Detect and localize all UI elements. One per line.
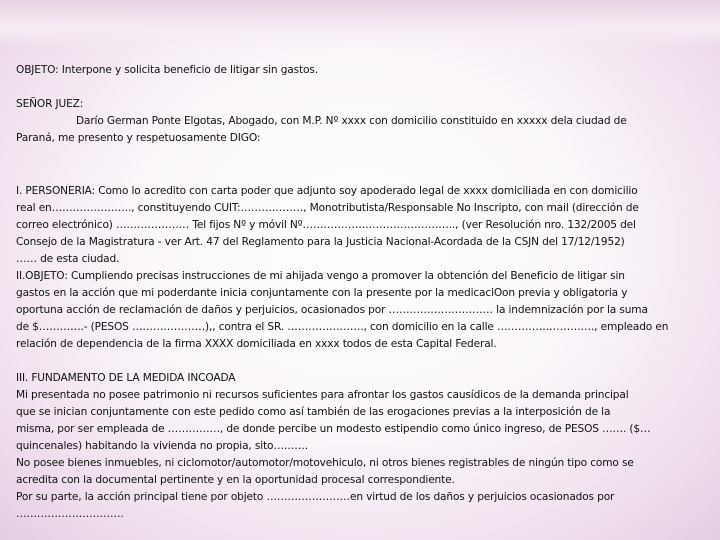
section-personeria: [16, 183, 706, 268]
header-band: [0, 0, 720, 48]
text-line: relación de dependencia de la firma XXXX domiciliada en xxxx todos de esta Capital Federal.: [16, 338, 497, 350]
text-line: quincenales) habitando la vivienda no propia, sito……….: [16, 440, 308, 452]
text-line: Consejo de la Magistratura - ver Art. 47 del Reglamento para la Justicia Nacional-Acordada de la CSJN del 17/12/1952): [16, 236, 625, 248]
section-heading: III. FUNDAMENTO DE LA MEDIDA INCOADA: [16, 372, 236, 384]
text-line: real en………………….., constituyendo CUIT:………………, Monotributista/Responsable No Inscripto, con mail (dirección de: [16, 202, 639, 214]
text-line: Mi presentada no posee patrimonio ni recursos suficientes para afrontar los gastos causídicos de la demanda principal: [16, 389, 629, 401]
text-line: …… de esta ciudad.: [16, 253, 120, 265]
text-line: II.OBJETO: Cumpliendo precisas instrucciones de mi ahijada vengo a promover la obtención del Beneficio de litigar sin: [16, 270, 625, 282]
section-fundamento: [16, 370, 706, 523]
text-line: oportuna acción de reclamación de daños y perjuicios, ocasionados por ………………………… la indemnización por la suma: [16, 304, 648, 316]
text-line: I. PERSONERIA: Como lo acredito con carta poder que adjunto soy apoderado legal de xxxx domiciliada en con domicilio: [16, 185, 638, 197]
text-line: acredita con la documental pertinente y en la oportunidad procesal correspondiente.: [16, 474, 455, 486]
text-line: No posee bienes inmuebles, ni ciclomotor/automotor/motovehiculo, ni otros bienes registrables de ningún tipo como se: [16, 457, 634, 469]
intro-line-2: Paraná, me presento y respetuosamente DIGO:: [16, 132, 261, 144]
text-line: correo electrónico) ………………… Tel fijos Nº y móvil Nº…………………………………….., (ver Resolución nro. 132/2005 del: [16, 219, 636, 231]
text-line: que se inician conjuntamente con este pedido como así también de las erogaciones previas a la interposición de la: [16, 406, 611, 418]
text-line: ………………………….: [16, 508, 124, 520]
intro-line-1: Darío German Ponte Elgotas, Abogado, con M.P. Nº xxxx con domicilio constituido en xxxxx dela ciudad de: [76, 115, 627, 127]
objeto-line: OBJETO: Interpone y solicita beneficio de litigar sin gastos.: [16, 64, 318, 76]
document-body: [16, 62, 706, 523]
salutation: SEÑOR JUEZ:: [16, 98, 84, 110]
text-line: de $………….- (PESOS …………………),, contra el SR. …………………., con domicilio en la calle ………………………., empleado en: [16, 321, 669, 333]
text-line: misma, por ser empleada de ……………, de donde percibe un modesto estipendio como único ingreso, de PESOS ……. ($…: [16, 423, 651, 435]
section-objeto: [16, 268, 706, 353]
text-line: gastos en la acción que mi poderdante inicia conjuntamente con la presente por la medicaciOon previa y obligatoria y: [16, 287, 628, 299]
text-line: Por su parte, la acción principal tiene por objeto ……………………en virtud de los daños y perjuicios ocasionados por: [16, 491, 615, 503]
